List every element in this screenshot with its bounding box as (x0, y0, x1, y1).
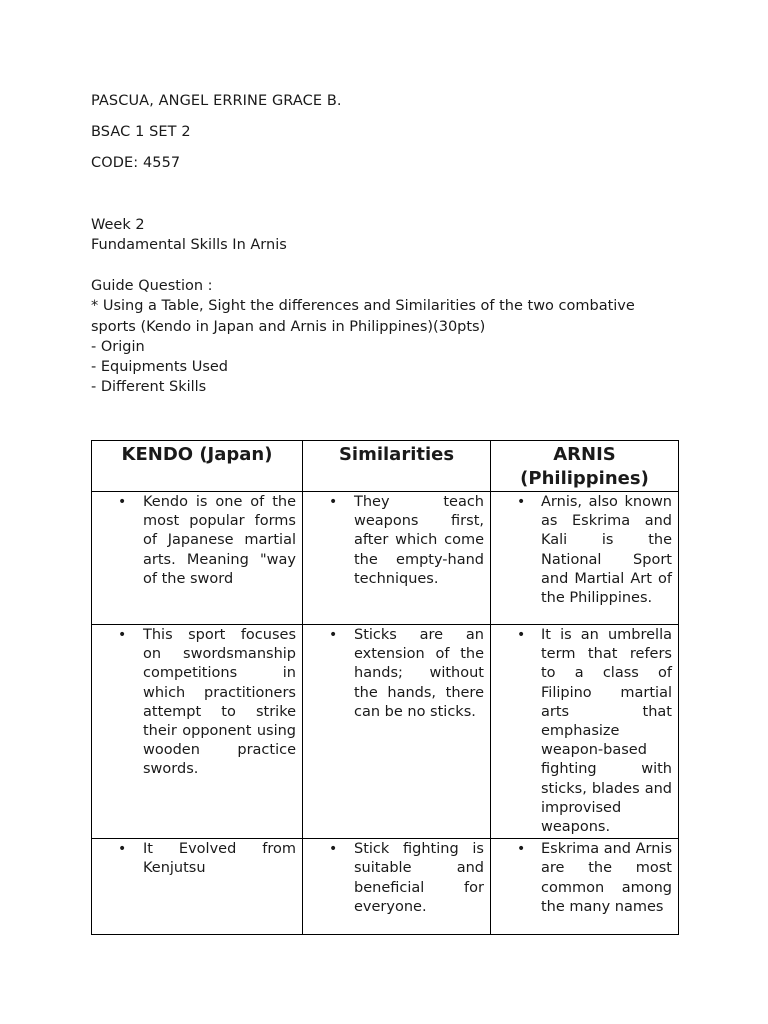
topic-title: Fundamental Skills In Arnis (91, 237, 287, 254)
table-cell (491, 839, 679, 935)
bullet-icon: • (329, 494, 338, 510)
table-cell (92, 625, 303, 839)
table-row (92, 625, 679, 839)
guide-item-origin: - Origin (91, 338, 145, 355)
table-cell (303, 625, 491, 839)
table-cell (303, 492, 491, 625)
bullet-icon: • (329, 627, 338, 643)
table-row (92, 492, 679, 625)
week-block (91, 215, 287, 256)
bullet-icon: • (329, 841, 338, 858)
table-cell (491, 492, 679, 625)
header-similarities (303, 441, 491, 492)
table-cell (303, 839, 491, 935)
header-kendo-label: KENDO (Japan) (121, 444, 273, 465)
bullet-icon: • (118, 841, 127, 858)
kendo-text: This sport focuses on swordsmanship competitions in which practitioners attempt to strike their opponent using wooden practice swords. (143, 627, 296, 778)
kendo-text: Kendo is one of the most popular forms of Japanese martial arts. Meaning "way of the sword (143, 494, 296, 587)
similarity-text: Stick fighting is suitable and beneficial for everyone. (354, 841, 484, 915)
bullet-icon: • (118, 627, 127, 643)
student-name: PASCUA, ANGEL ERRINE GRACE B. (91, 93, 342, 109)
header-arnis-label: ARNIS (Philippines) (520, 444, 649, 489)
bullet-icon: • (517, 494, 526, 510)
week-label: Week 2 (91, 217, 145, 233)
table-cell (491, 625, 679, 839)
bullet-icon: • (517, 841, 526, 858)
table-row (92, 839, 679, 935)
kendo-text: It Evolved from Kenjutsu (143, 841, 296, 877)
header-similarities-label: Similarities (338, 444, 455, 465)
table-cell (92, 492, 303, 625)
guide-question-line-2: sports (Kendo in Japan and Arnis in Philippines)(30pts) (91, 318, 486, 335)
arnis-text: It is an umbrella term that refers to a class of Filipino martial arts that emphasize weapon-based fighting with sticks, blades and improvised weapons. (541, 627, 672, 836)
header-arnis (491, 441, 679, 492)
guide-item-equipments: - Equipments Used (91, 359, 229, 376)
table-cell (92, 839, 303, 935)
similarity-text: They teach weapons first, after which come the empty-hand techniques. (354, 494, 484, 587)
comparison-table (91, 440, 679, 935)
arnis-text: Arnis, also known as Eskrima and Kali is the National Sport and Martial Art of the Philippines. (541, 494, 672, 607)
table-header-row (92, 441, 679, 492)
header-kendo (92, 441, 303, 492)
guide-label: Guide Question : (91, 278, 213, 294)
similarity-text: Sticks are an extension of the hands; without the hands, there can be no sticks. (354, 627, 484, 720)
arnis-text: Eskrima and Arnis are the most common among the many names (541, 841, 673, 915)
bullet-icon: • (517, 627, 526, 643)
student-code: CODE: 4557 (91, 155, 181, 171)
bullet-icon: • (118, 494, 127, 510)
guide-item-skills: - Different Skills (91, 379, 207, 396)
guide-block (91, 276, 635, 398)
guide-question-line-1: * Using a Table, Sight the differences and Similarities of the two combative (91, 298, 635, 315)
student-section: BSAC 1 SET 2 (91, 124, 191, 140)
